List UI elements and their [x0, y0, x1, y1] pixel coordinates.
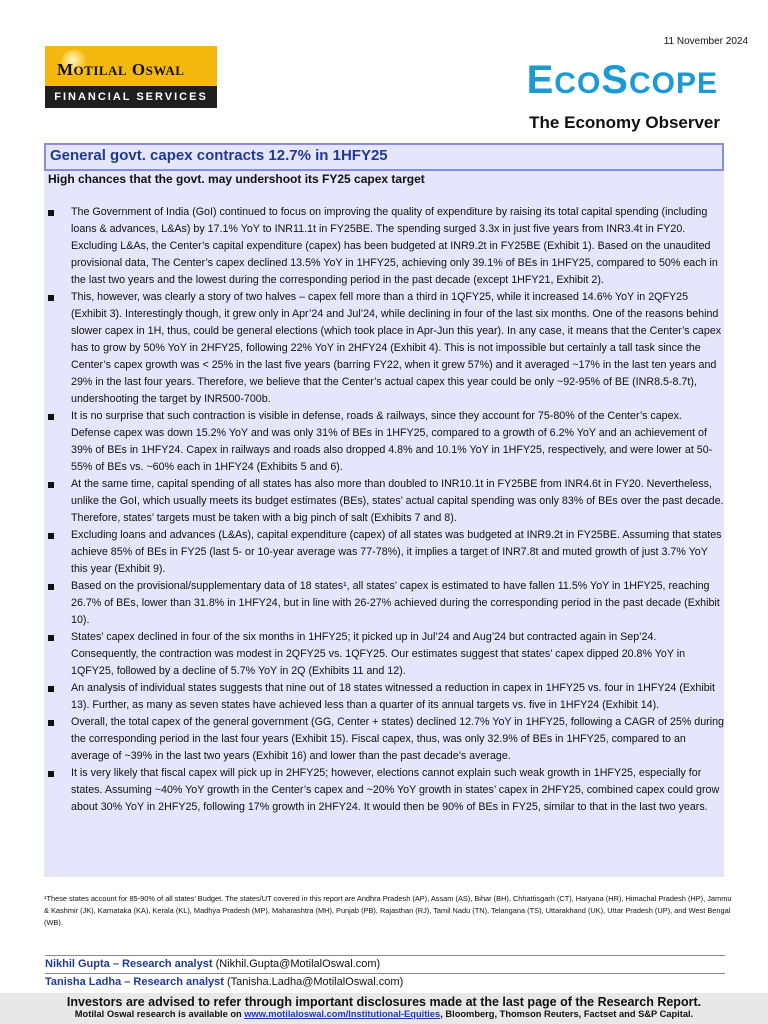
- institutional-equities-link[interactable]: www.motilaloswal.com/Institutional-Equities: [244, 1009, 441, 1019]
- availability-text: Motilal Oswal research is available on www.motilaloswal.com/Institutional-Equities, Bloomberg, Thomson Reuters, Factset and S&P Capital.: [74, 1009, 694, 1019]
- bullet-square-icon: [48, 533, 54, 539]
- bullet-point: Excluding loans and advances (L&As), capital expenditure (capex) of all states was budgeted at INR9.2t in FY25BE. Assuming that states achieve 85% of BEs in FY25 (last 5- or 10-year average was 77-78%), it implies a target of INR7.8t and muted growth of just 3.7% YoY this year (Exhibit 9).: [48, 527, 724, 578]
- bullet-square-icon: [48, 686, 54, 692]
- report-subtitle: High chances that the govt. may undershoot its FY25 capex target: [48, 172, 425, 186]
- bullet-point: Overall, the total capex of the general government (GG, Center + states) declined 12.7% YoY in 1HFY25, following a CAGR of 25% during the corresponding period in the last four years (Exhibit 15). Fiscal capex, thus, was only 32.9% of BEs in 1HFY25, compared to an average of ~39% in the last two years (Exhibit 16) and lower than the past decade’s average.: [48, 714, 724, 765]
- key-points-list: [48, 204, 724, 816]
- motilal-oswal-logo: [45, 46, 217, 108]
- bullet-square-icon: [48, 635, 54, 641]
- analyst-email[interactable]: (Nikhil.Gupta@MotilalOswal.com): [215, 958, 381, 970]
- bullet-square-icon: [48, 720, 54, 726]
- divider: [45, 973, 725, 974]
- bullet-point: The Government of India (GoI) continued to focus on improving the quality of expenditure by raising its total capital spending (including loans & advances, L&As) by 17.1% YoY to INR11.1t in FY25BE. The spending surged 3.3x in just five years from INR3.4t in FY20. Excluding L&As, the Center’s capital expenditure (capex) has been budgeted at INR9.2t in FY25BE (Exhibit 1). Based on the unaudited provisional data, The Center’s capex declined 13.5% YoY in 1HFY25, achieving only 39.1% of BEs in 1HFY25, compared to 50% each in the last two years and the lowest during the corresponding period in the past decade (except 1HFY21, Exhibit 2).: [48, 204, 724, 289]
- footnote: ¹These states account for 85-90% of all states’ Budget. The states/UT covered in this report are Andhra Pradesh (AP), Assam (AS), Bihar (BH), Chhattisgarh (CT), Haryana (HR), Himachal Pradesh (HP), Jammu & Kashmir (JK), Karnataka (KA), Kerala (KL), Madhya Pradesh (MP), Maharashtra (MH), Punjab (PB), Rajasthan (RJ), Tamil Nadu (TN), Telangana (TS), Uttarakhand (UK), Uttar Pradesh (UP), and West Bengal (WB).: [44, 894, 732, 927]
- bullet-point: Based on the provisional/supplementary data of 18 states¹, all states’ capex is estimated to have fallen 11.5% YoY in 1HFY25, reaching 26.7% of BEs, lower than 31.8% in 1HFY24, but in line with 26-27% achieved during the corresponding period in the past decade (Exhibit 10).: [48, 578, 724, 629]
- bullet-square-icon: [48, 414, 54, 420]
- bullet-point: This, however, was clearly a story of two halves – capex fell more than a third in 1QFY25, while it increased 14.6% YoY in 2QFY25 (Exhibit 3). Interestingly though, it grew only in Apr’24 and Jul’24, while declining in four of the last six months. One of the reasons behind slower capex in 1H, thus, could be general elections (which took place in Apr-Jun this year). In any case, it means that the Center’s capex has to grow by 50% YoY in 2HFY25, following 22% YoY in 2HFY24 (Exhibit 4). This is not impossible but certainly a tall task since the Center’s capex growth was < 25% in the last five years (barring FY22, when it grew 57%) and it averaged ~17% in the last ten years and 29% in the last four years. Therefore, we believe that the Center’s actual capex this year could be only ~92-95% of BE (INR8.5-8.7t), undershooting the target by INR500-700b.: [48, 289, 724, 408]
- tagline: The Economy Observer: [529, 113, 720, 132]
- analyst-2: [45, 976, 403, 988]
- bullet-square-icon: [48, 771, 54, 777]
- bullet-point: At the same time, capital spending of all states has also more than doubled to INR10.1t in FY25BE from INR4.6t in FY20. Nevertheless, unlike the GoI, which usually meets its budget estimates (BEs), states’ actual capital spending was only 83% of BEs over the past decade. Therefore, states’ targets must be taken with a big pinch of salt (Exhibits 7 and 8).: [48, 476, 724, 527]
- report-title: General govt. capex contracts 12.7% in 1HFY25: [50, 147, 388, 164]
- analyst-name: Nikhil Gupta – Research analyst: [45, 958, 213, 970]
- bullet-point: An analysis of individual states suggests that nine out of 18 states witnessed a reduction in capex in 1HFY25 vs. four in 1HFY24 (Exhibit 13). Further, as many as seven states have achieved less than a quarter of its annual targets vs. five in 1HFY24 (Exhibit 14).: [48, 680, 724, 714]
- analyst-name: Tanisha Ladha – Research analyst: [45, 976, 224, 988]
- title-bar: [44, 143, 724, 171]
- bullet-point: It is no surprise that such contraction is visible in defense, roads & railways, since they account for 75-80% of the Center’s capex. Defense capex was down 15.2% YoY and was only 31% of BEs in 1HFY25, compared to a growth of 6.2% YoY and an achievement of 39% of BEs in 1HFY24. Capex in railways and roads also dropped 4.8% and 10.1% YoY in 1HFY25, respectively, and were lower at 50-55% of BEs vs. ~60% each in 1HFY24 (Exhibits 5 and 6).: [48, 408, 724, 476]
- bullet-point: It is very likely that fiscal capex will pick up in 2HFY25; however, elections cannot explain such weak growth in 1HFY25, especially for states. Assuming ~40% YoY growth in the Center’s capex and ~20% YoY growth in states’ capex in 2HFY25, combined capex could grow about 30% YoY in 2HFY25, following 17% growth in 2HFY24. It would then be 90% of BEs in FY25, similar to that in the last two years.: [48, 765, 724, 816]
- bullet-point: States’ capex declined in four of the six months in 1HFY25; it picked up in Jul’24 and Aug’24 but contracted again in Sep’24. Consequently, the contraction was modest in 2QFY25 vs. 1QFY25. Our estimates suggest that states’ capex dipped 20.8% YoY in 1QFY25, followed by a decline of 5.7% YoY in 2Q (Exhibits 11 and 12).: [48, 629, 724, 680]
- divider: [45, 955, 725, 956]
- analyst-email[interactable]: (Tanisha.Ladha@MotilalOswal.com): [227, 976, 404, 988]
- bullet-square-icon: [48, 210, 54, 216]
- analyst-1: [45, 958, 380, 970]
- ecoscope-brand: ECOSCOPE: [526, 58, 718, 102]
- logo-subtitle: FINANCIAL SERVICES: [45, 86, 217, 108]
- bullet-square-icon: [48, 482, 54, 488]
- bullet-square-icon: [48, 584, 54, 590]
- report-date: 11 November 2024: [663, 36, 748, 47]
- disclaimer-bar: [0, 993, 768, 1024]
- disclaimer-text: Investors are advised to refer through important disclosures made at the last page of the Research Report.: [66, 995, 702, 1009]
- logo-name: MOTILAL OSWAL: [57, 60, 185, 79]
- bullet-square-icon: [48, 295, 54, 301]
